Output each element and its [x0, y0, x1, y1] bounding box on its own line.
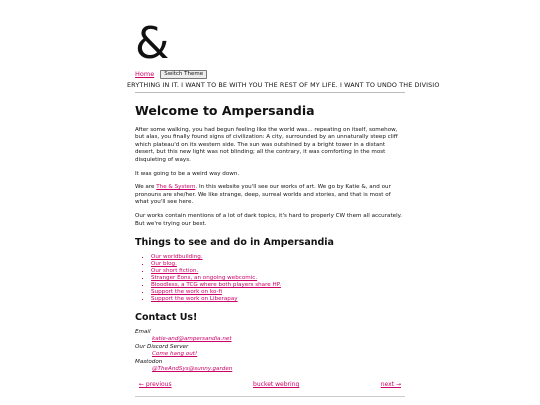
webcomic-link[interactable]: Stranger Eons, an ongoing webcomic. [151, 274, 258, 281]
page-container [127, 18, 440, 373]
about-text-before: We are [135, 184, 157, 191]
about-text-after: . In this website you'll see our works of art. We go by Katie &, and our pronouns are she/her. We like strange, deep, surreal worlds and stories, and that is most of what you'll see here. [135, 184, 391, 206]
tcg-link[interactable]: Bloodless, a TCG where both players share HP. [151, 281, 281, 288]
list-item [151, 254, 405, 261]
short-fiction-link[interactable]: Our short fiction. [151, 267, 199, 274]
email-item [152, 336, 405, 343]
kofi-link[interactable]: Support the work on ko-fi [151, 288, 223, 295]
email-label: Email [135, 328, 151, 335]
contact-list [135, 329, 405, 373]
top-nav [135, 69, 405, 79]
liberapay-link[interactable]: Support the work on Liberapay [151, 295, 238, 302]
mastodon-item [152, 366, 405, 373]
list-item [151, 268, 405, 275]
about-paragraph [135, 184, 405, 206]
things-list [135, 254, 405, 303]
weird-paragraph: It was going to be a weird way down. [135, 170, 240, 177]
webring-next-link[interactable]: next → [380, 381, 401, 388]
mastodon-label: Mastodon [135, 358, 163, 365]
worldbuilding-link[interactable]: Our worldbuilding. [151, 253, 203, 260]
home-link[interactable]: Home [135, 70, 155, 78]
list-item [151, 282, 405, 289]
intro-paragraph: After some walking, you had begun feeling like the world was... repeating on itself, somehow, but alas, you finally found signs of civilization: A city, surrounded by an unnaturally steep cliff which plateau'd on its western side. The sun was outshined by a bright tower in a distant desert, but this new light was not blinding; all the contrary, it was comforting in the most disquieting of ways. [135, 127, 398, 163]
list-item [151, 296, 405, 303]
scrolling-marquee [127, 81, 440, 90]
mastodon-link[interactable]: @TheAndSys@sunny.garden [152, 366, 233, 372]
webring-previous-link[interactable]: ← previous [139, 381, 172, 388]
header-divider [135, 92, 405, 93]
blog-link[interactable]: Our blog. [151, 260, 177, 267]
switch-theme-button[interactable]: Switch Theme [160, 70, 207, 79]
contact-heading: Contact Us! [135, 311, 198, 323]
discord-label: Our Discord Server [135, 343, 189, 350]
webring-nav [135, 381, 405, 388]
svg-text:&: & [135, 18, 170, 69]
discord-item [152, 351, 405, 358]
webring-divider [135, 396, 405, 397]
webring-home-link[interactable]: bucket webring [253, 381, 300, 388]
warning-paragraph: Our works contain mentions of a lot of dark topics, it's hard to properly CW them all accurately. But we're trying our best. [135, 213, 402, 227]
system-link[interactable]: The & System [156, 184, 196, 191]
page-title: Welcome to Ampersandia [135, 103, 315, 118]
email-link[interactable]: katie-and@ampersandia.net [152, 336, 232, 343]
ampersand-logo-icon [135, 18, 171, 69]
things-heading: Things to see and do in Ampersandia [135, 236, 334, 248]
list-item [151, 275, 405, 282]
list-item [151, 289, 405, 296]
marquee-text: ERYTHING IN IT. I WANT TO BE WITH YOU THE REST OF MY LIFE. I WANT TO UNDO THE DIVISIO [127, 81, 440, 89]
list-item [151, 261, 405, 268]
discord-link[interactable]: Come hang out! [152, 351, 198, 358]
